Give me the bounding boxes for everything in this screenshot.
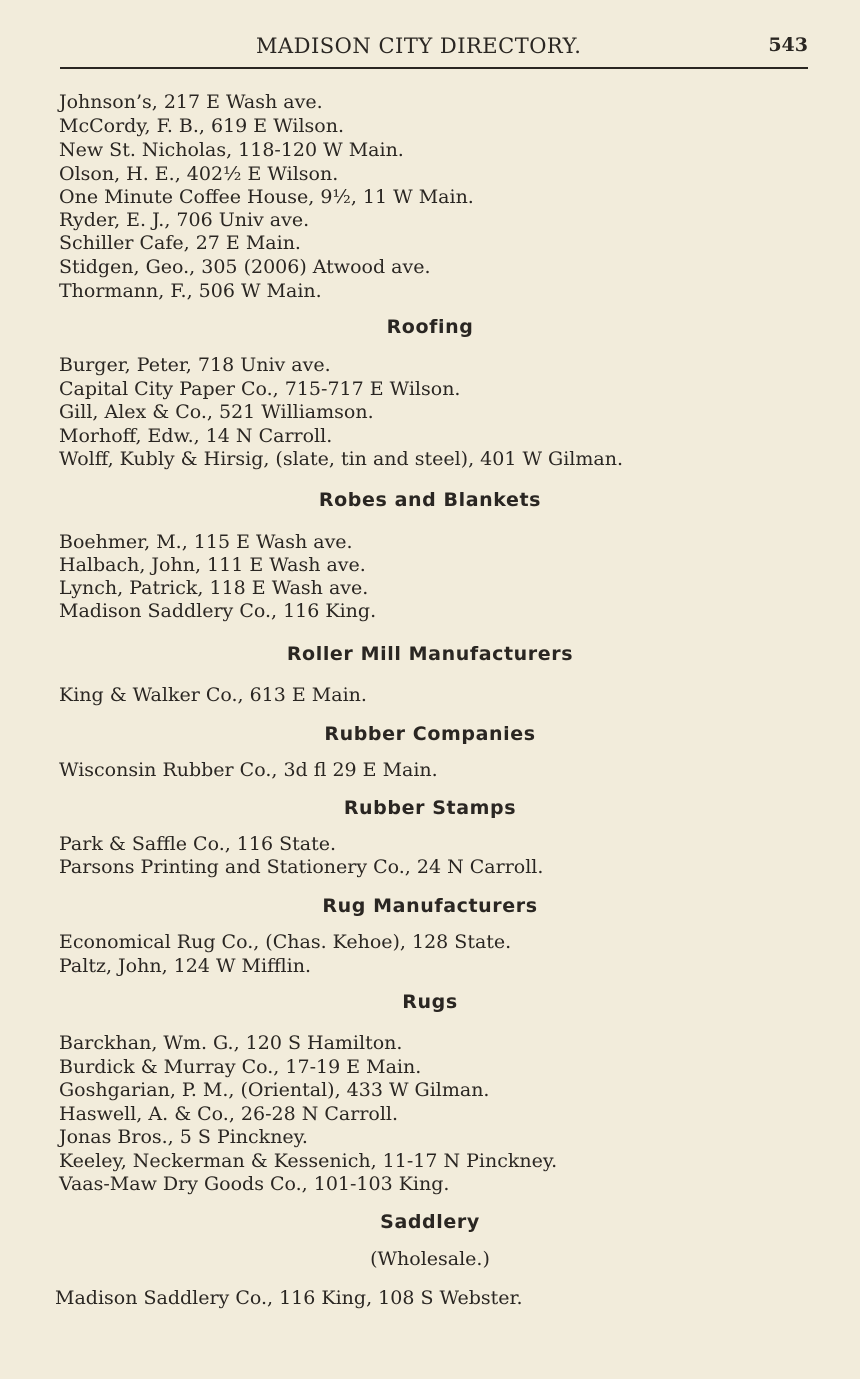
listing-entry: Burdick & Murray Co., 17-19 E Main. <box>59 1056 422 1078</box>
listing-entry: Johnson’s, 217 E Wash ave. <box>59 91 323 113</box>
listing-entry: Lynch, Patrick, 118 E Wash ave. <box>59 577 369 599</box>
listing-entry: Park & Saffle Co., 116 State. <box>59 833 337 855</box>
listing-entry: McCordy, F. B., 619 E Wilson. <box>59 115 345 137</box>
listing-entry: Olson, H. E., 402½ E Wilson. <box>59 163 339 185</box>
section-heading-rubber-stamps: Rubber Stamps <box>343 797 517 819</box>
listing-entry: Boehmer, M., 115 E Wash ave. <box>59 531 353 553</box>
listing-entry: Halbach, John, 111 E Wash ave. <box>59 554 366 576</box>
running-head <box>60 34 808 64</box>
listing-entry: Gill, Alex & Co., 521 Williamson. <box>59 401 374 423</box>
section-heading-saddlery: Saddlery <box>380 1211 480 1233</box>
listing-entry: Madison Saddlery Co., 116 King. <box>59 600 377 622</box>
listing-entry: Jonas Bros., 5 S Pinckney. <box>59 1126 308 1148</box>
listing-entry: Keeley, Neckerman & Kessenich, 11-17 N Pinckney. <box>59 1150 558 1172</box>
listing-entry: Parsons Printing and Stationery Co., 24 N Carroll. <box>59 856 544 878</box>
section-heading-robes-and-blankets: Robes and Blankets <box>318 489 542 511</box>
listing-entry: New St. Nicholas, 118-120 W Main. <box>59 139 404 161</box>
header-rule <box>60 67 808 69</box>
listing-entry: Capital City Paper Co., 715-717 E Wilson. <box>59 378 461 400</box>
listing-entry: Wolff, Kubly & Hirsig, (slate, tin and steel), 401 W Gilman. <box>59 448 623 470</box>
listing-entry: Madison Saddlery Co., 116 King, 108 S Webster. <box>55 1287 523 1309</box>
listing-entry: Morhoff, Edw., 14 N Carroll. <box>59 425 333 447</box>
listing-entry: Burger, Peter, 718 Univ ave. <box>59 354 331 376</box>
listing-entry: Economical Rug Co., (Chas. Kehoe), 128 State. <box>59 931 512 953</box>
section-heading-rubber-companies: Rubber Companies <box>324 723 536 745</box>
listing-entry: Paltz, John, 124 W Mifflin. <box>59 955 312 977</box>
listing-entry: Wisconsin Rubber Co., 3d fl 29 E Main. <box>59 759 438 781</box>
listing-entry: Schiller Cafe, 27 E Main. <box>59 232 301 254</box>
listing-entry: Goshgarian, P. M., (Oriental), 433 W Gilman. <box>59 1079 490 1101</box>
listing-entry: Ryder, E. J., 706 Univ ave. <box>59 209 310 231</box>
page-title: MADISON CITY DIRECTORY. <box>256 34 582 58</box>
page-number: 543 <box>768 34 808 56</box>
listing-entry: One Minute Coffee House, 9½, 11 W Main. <box>59 186 474 208</box>
section-heading-roofing: Roofing <box>386 316 474 338</box>
listing-entry: Vaas-Maw Dry Goods Co., 101-103 King. <box>59 1173 450 1195</box>
section-heading-rug-manufacturers: Rug Manufacturers <box>322 895 538 917</box>
listing-entry: Stidgen, Geo., 305 (2006) Atwood ave. <box>59 256 431 278</box>
section-heading-rugs: Rugs <box>402 991 458 1013</box>
listing-entry: Barckhan, Wm. G., 120 S Hamilton. <box>59 1032 403 1054</box>
section-subheading-wholesale: (Wholesale.) <box>370 1248 490 1270</box>
listing-entry: King & Walker Co., 613 E Main. <box>59 684 367 706</box>
section-heading-roller-mill-manufacturers: Roller Mill Manufacturers <box>286 643 574 665</box>
listing-entry: Thormann, F., 506 W Main. <box>59 280 322 302</box>
listing-entry: Haswell, A. & Co., 26-28 N Carroll. <box>59 1103 399 1125</box>
